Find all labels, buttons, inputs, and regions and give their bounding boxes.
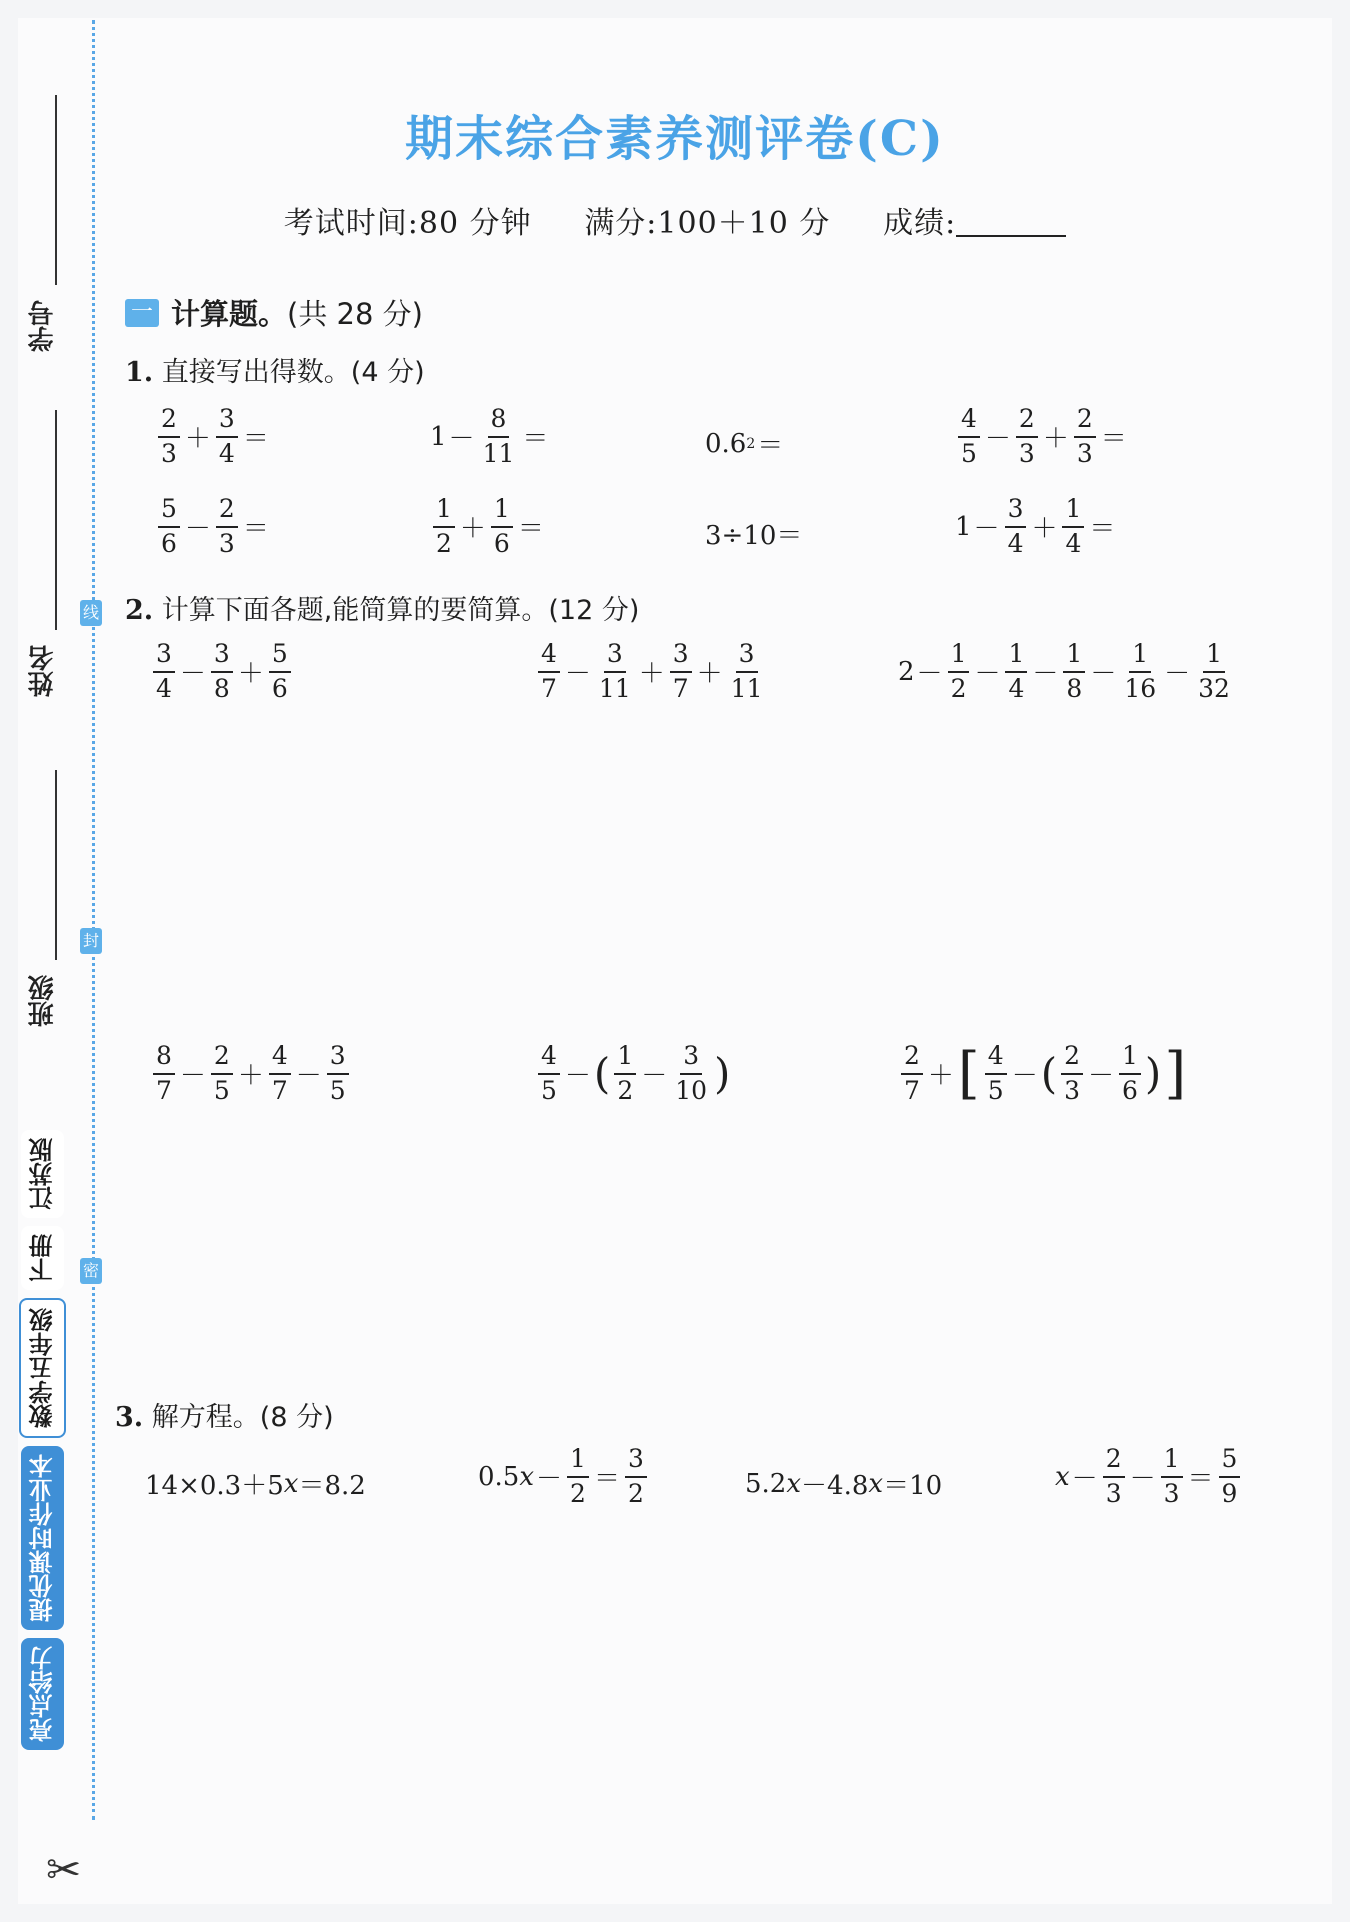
name-line	[55, 410, 57, 630]
result-blank[interactable]	[956, 207, 1066, 237]
brand-edition: 江苏版	[21, 1130, 64, 1218]
brand-volume: 下册	[21, 1226, 64, 1290]
binding-tag-seal: 封	[80, 928, 102, 954]
question-number: 3.	[115, 1402, 144, 1433]
score-label: 满分:	[584, 206, 658, 241]
question-text: 直接写出得数。(4 分)	[161, 357, 425, 388]
question-number: 1.	[125, 357, 154, 388]
name-label: 姓名	[28, 645, 58, 697]
equation-4: x － $\frac{2}{3}$ － $\frac{1}{3}$ ＝ $\frac{5}{9}$	[1055, 1445, 1243, 1509]
section-title: 计算题。	[171, 297, 288, 331]
equation-1: 14×0.3＋5 x ＝8.2	[145, 1468, 366, 1501]
q2-expr-4: $\frac{8}{7}$ － $\frac{2}{5}$ ＋ $\frac{4}{7}$ － $\frac{3}{5}$	[150, 1042, 352, 1106]
class-line	[55, 770, 57, 960]
section-points: (共 28 分)	[287, 297, 423, 331]
binding-tag-fold: 密	[80, 1258, 102, 1284]
binding-tag-line: 线	[80, 600, 102, 626]
exam-info	[0, 198, 1350, 242]
q1-expr-5: $\frac{5}{6}$ － $\frac{2}{3}$ ＝	[155, 495, 271, 559]
q1-expr-2: 1 － $\frac{8}{11}$ ＝	[430, 404, 549, 468]
brand-book: 提优课时作业本	[21, 1446, 64, 1630]
q1-expr-1: $\frac{2}{3}$ ＋ $\frac{3}{4}$ ＝	[155, 405, 271, 469]
q1-expr-8: 1 － $\frac{3}{4}$ ＋ $\frac{1}{4}$ ＝	[955, 494, 1116, 558]
question-2	[125, 588, 639, 627]
q2-expr-5: $\frac{4}{5}$ － ( $\frac{1}{2}$ － $\frac{3}{10}$ )	[535, 1042, 731, 1106]
question-number: 2.	[125, 595, 154, 626]
score-value: 100＋10 分	[657, 206, 831, 241]
question-text: 计算下面各题,能简算的要简算。(12 分)	[161, 595, 640, 626]
brand-strip	[22, 1090, 62, 1750]
scissors-icon: ✂	[46, 1845, 82, 1894]
question-3	[115, 1395, 334, 1434]
q2-expr-3: 2 － $\frac{1}{2}$ － $\frac{1}{4}$ － $\frac{1}{8}$ － $\frac{1}{16}$ － $\frac{1}{32}$	[898, 639, 1230, 703]
brand-series: 亮点给力	[21, 1638, 64, 1750]
binding-dotted-line	[92, 20, 95, 1820]
equation-2: 0.5 x － $\frac{1}{2}$ ＝ $\frac{3}{2}$	[478, 1445, 650, 1509]
q2-expr-1: $\frac{3}{4}$ － $\frac{3}{8}$ ＋ $\frac{5}{6}$	[150, 640, 294, 704]
q1-expr-3: 0.6 2 ＝	[705, 428, 784, 461]
section-1-heading	[125, 292, 423, 333]
equation-3: 5.2 x －4.8 x ＝10	[745, 1468, 943, 1501]
q2-expr-2: $\frac{4}{7}$ － $\frac{3}{11}$ ＋ $\frac{3}{7}$ ＋ $\frac{3}{11}$	[535, 640, 768, 704]
question-1	[125, 350, 425, 389]
brand-grade: 数学五年级	[19, 1298, 66, 1438]
q1-expr-6: $\frac{1}{2}$ ＋ $\frac{1}{6}$ ＝	[430, 495, 546, 559]
q1-expr-4: $\frac{4}{5}$ － $\frac{2}{3}$ ＋ $\frac{2}{3}$ ＝	[955, 405, 1129, 469]
q2-expr-6: $\frac{2}{7}$ ＋ [ $\frac{4}{5}$ － ( $\frac{2}{3}$ － $\frac{1}{6}$ ) ]	[898, 1042, 1188, 1106]
student-id-label: 学号	[28, 300, 58, 352]
section-number: 一	[125, 299, 159, 327]
result-label: 成绩:	[883, 206, 957, 241]
time-label: 考试时间:	[283, 206, 419, 241]
q1-expr-7: 3÷10＝	[705, 521, 803, 551]
class-label: 班级	[28, 975, 58, 1027]
question-text: 解方程。(8 分)	[151, 1402, 334, 1433]
time-value: 80 分钟	[418, 206, 532, 241]
page-title: 期末综合素养测评卷(C)	[405, 111, 945, 167]
